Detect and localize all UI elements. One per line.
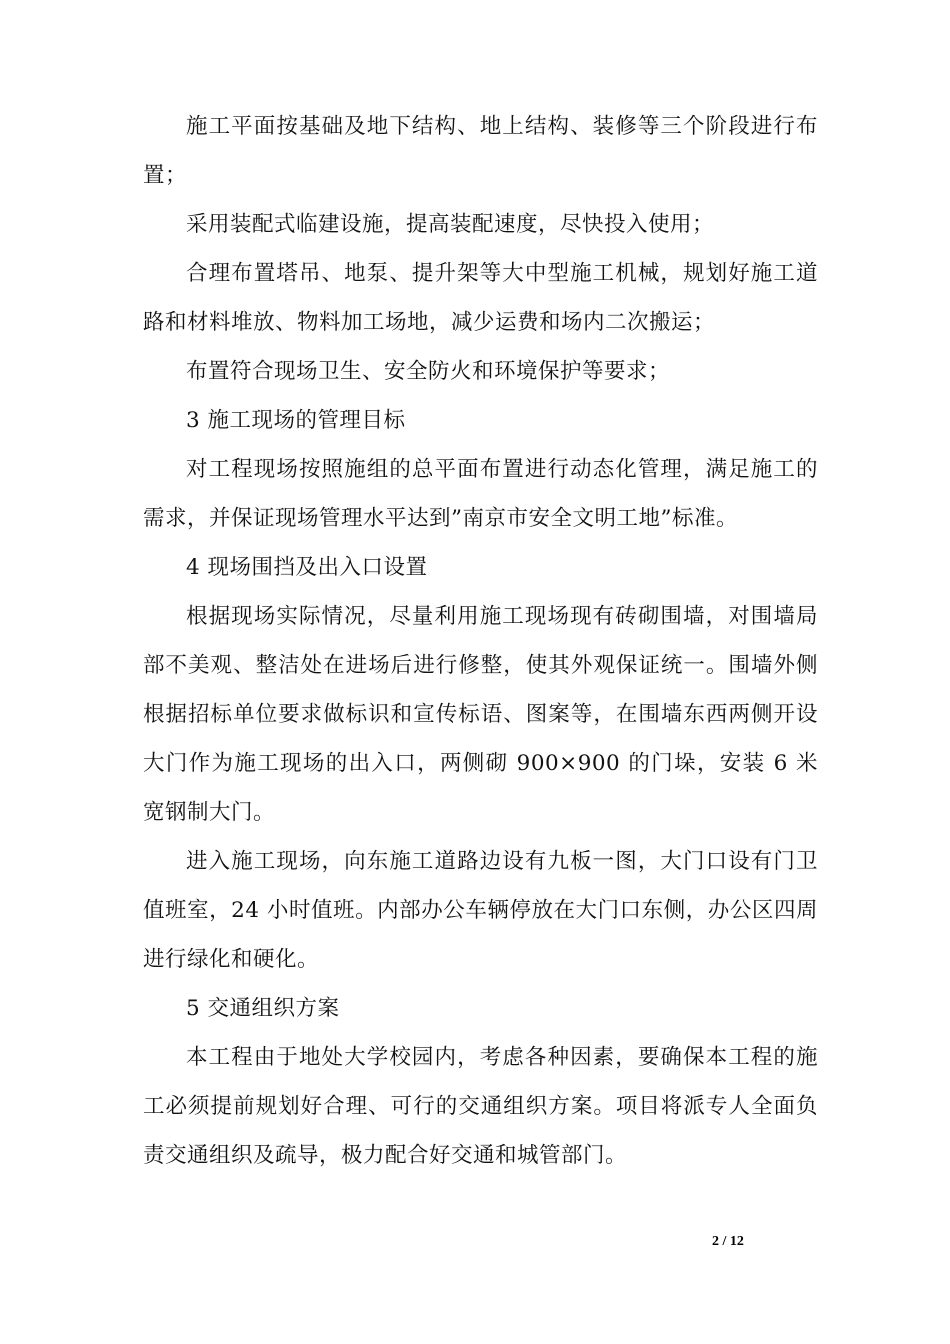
section-heading-management-goals: 3 施工现场的管理目标 [186, 408, 406, 433]
paragraph-traffic-organization: 本工程由于地处大学校园内，考虑各种因素，要确保本工程的施工必须提前规划好合理、可行的交通组织方案。项目将派专人全面负责交通组织及疏导，极力配合好交通和城管部门。 [143, 1045, 818, 1168]
paragraph-machinery-layout: 合理布置塔吊、地泵、提升架等大中型施工机械，规划好施工道路和材料堆放、物料加工场地，减少运费和场内二次搬运； [143, 261, 818, 335]
section-heading-traffic-plan: 5 交通组织方案 [186, 996, 340, 1021]
document-body [143, 102, 818, 1180]
paragraph-fence-details: 根据现场实际情况，尽量利用施工现场现有砖砌围墙，对围墙局部不美观、整洁处在进场后进行修整，使其外观保证统一。围墙外侧根据招标单位要求做标识和宣传标语、图案等，在围墙东西两侧开设大门作为施工现场的出入口，两侧砌 900×900 的门垛，安装 6 米宽钢制大门。 [143, 604, 818, 825]
paragraph-safety-requirements: 布置符合现场卫生、安全防火和环境保护等要求； [186, 359, 671, 384]
paragraph-layout-stages: 施工平面按基础及地下结构、地上结构、装修等三个阶段进行布置； [143, 114, 818, 188]
paragraph-prefab-facilities: 采用装配式临建设施，提高装配速度，尽快投入使用； [186, 212, 715, 237]
page-number: 2 / 12 [712, 1234, 744, 1249]
section-heading-fence-entrance: 4 现场围挡及出入口设置 [186, 555, 428, 580]
paragraph-dynamic-management: 对工程现场按照施组的总平面布置进行动态化管理，满足施工的需求，并保证现场管理水平达到”南京市安全文明工地”标准。 [143, 457, 818, 531]
paragraph-site-entrance: 进入施工现场，向东施工道路边设有九板一图，大门口设有门卫值班室，24 小时值班。内部办公车辆停放在大门口东侧，办公区四周进行绿化和硬化。 [143, 849, 818, 972]
